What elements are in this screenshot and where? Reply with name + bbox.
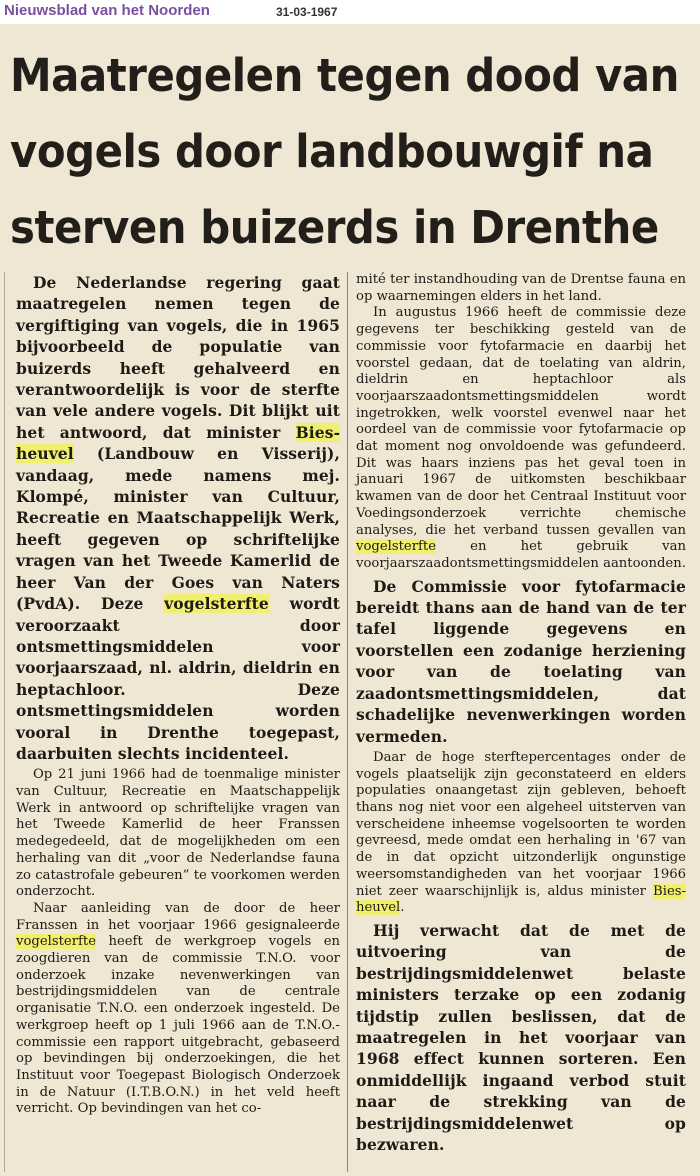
headline-line: sterven buizerds in Drenthe xyxy=(10,201,659,254)
lead-paragraph: De Nederlandse regering gaat maatregelen nemen tegen de vergiftiging van vogels, die in 1965 bijvoorbeeld de populatie van buizerds heeft gehalveerd en verantwoordelijk is voor de sterfte van vele andere vogels. Dit blijkt uit het antwoord, dat minister Biesheuvel (Landbouw en Visserij), vandaag, mede namens mej. Klompé, minister van Cultuur, Recreatie en Maatschappelijk Werk, heeft gegeven op schriftelijke vragen van het Tweede Kamerlid de heer Van der Goes van Naters (PvdA). Deze vogelsterfte wordt veroorzaakt door ontsmettingsmiddelen voor voorjaarszaad, nl. aldrin, dieldrin en heptachloor. Deze ontsmettingsmiddelen worden vooral in Drenthe toegepast, daarbuiten slechts incidenteel. xyxy=(16,273,340,763)
body-paragraph: mité ter instandhouding van de Drentse fauna en op waarnemingen elders in het land. xyxy=(356,272,686,304)
body-paragraph: In augustus 1966 heeft de commissie deze gegevens ter beschikking gesteld van de commissie voor fytofarmacie en daarbij het voorstel gedaan, dat de toelating van aldrin, dieldrin en heptachloor als voorjaarszaadontsmettingsmiddelen wordt ingetrokken, welk voorstel evenwel naar het oordeel van de commissie voor fytofarmacie op dat moment nog onvoldoende was gefundeerd. Dit was haars inziens pas het geval toen in januari 1967 de uitkomsten beschikbaar kwamen van de door het Centraal Instituut voor Voedingsonderzoek verrichte chemische analyses, die het verband tussen gevallen van vogelsterfte en het gebruik van voorjaarszaadontsmettingsmiddelen aantoonden. xyxy=(356,305,686,571)
masthead xyxy=(0,0,700,24)
body-paragraph: Naar aanleiding van de door de heer Franssen in het voorjaar 1966 gesignaleerde vogelsterfte heeft de werkgroep vogels en zoogdieren van de commissie T.N.O. voor onderzoek inzake nevenwerkingen van bestrijdingsmiddelen van de centrale organisatie T.N.O. een onderzoek ingesteld. De werkgroep heeft op 1 juli 1966 aan de T.N.O.-commissie een rapport uitgebracht, gebaseerd op bevindingen bij onderzoekingen, die het Instituut voor Toegepast Biologisch Onderzoek in de Natuur (I.T.B.O.N.) in het veld heeft verricht. Op bevindingen van het co- xyxy=(16,900,340,1117)
bold-paragraph: Hij verwacht dat de met de uitvoering van de bestrijdingsmiddelenwet belaste ministers terzake op een zodanig tijdstip zullen beslissen, dat de maatregelen in het voorjaar van 1968 effect kunnen sorteren. Een onmiddellijk ingaand verbod stuit naar de strekking van de bestrijdingsmiddelenwet op bezwaren. xyxy=(356,920,686,1154)
highlight-term: Biesheuvel xyxy=(16,422,340,464)
bold-paragraph: De Commissie voor fytofarmacie bereidt thans aan de hand van de ter tafel liggende gegevens en voorstellen een zodanige herziening voor van de toelating van zaadontsmettingsmiddelen, dat schadelijke nevenwerkingen worden vermeden. xyxy=(356,576,686,746)
headline-line: vogels door landbouwgif na xyxy=(10,125,654,178)
highlight-term: vogelsterfte xyxy=(356,539,437,555)
publication-date: 31-03-1967 xyxy=(276,5,338,19)
article-column-left xyxy=(16,272,340,1118)
headline-line: Maatregelen tegen dood van xyxy=(10,49,679,102)
column-frame-left xyxy=(4,272,5,1172)
body-paragraph: Daar de hoge sterftepercentages onder de vogels plaatselijk zijn geconstateerd en elders populaties onaangetast zijn gebleven, behoeft thans nog niet voor een algeheel uitsterven van verscheidene inheemse vogelsoorten te worden gevreesd, mede omdat een herhaling in '67 van de in dat opzicht uitzonderlijk ongunstige weersomstandigheden van het voorjaar 1966 niet zeer waarschijnlijk is, aldus minister Biesheuvel. xyxy=(356,749,686,916)
highlight-term: vogelsterfte xyxy=(16,934,97,950)
highlight-term: Biesheuvel xyxy=(356,883,686,916)
article-headline xyxy=(10,38,679,266)
article-column-right xyxy=(356,272,686,1155)
newspaper-name: Nieuwsblad van het Noorden xyxy=(4,2,210,19)
column-rule xyxy=(347,272,348,1172)
body-paragraph: Op 21 juni 1966 had de toenmalige minister van Cultuur, Recreatie en Maatschappelijk Werk in antwoord op schriftelijke vragen van het Tweede Kamerlid de heer Franssen medegedeeld, dat de mogelijkheden om een herhaling van dit „voor de Nederlandse fauna zo catastrofale gebeuren” te voorkomen werden onderzocht. xyxy=(16,767,340,900)
highlight-term: vogelsterfte xyxy=(164,594,269,614)
newspaper-clipping xyxy=(0,24,700,1176)
